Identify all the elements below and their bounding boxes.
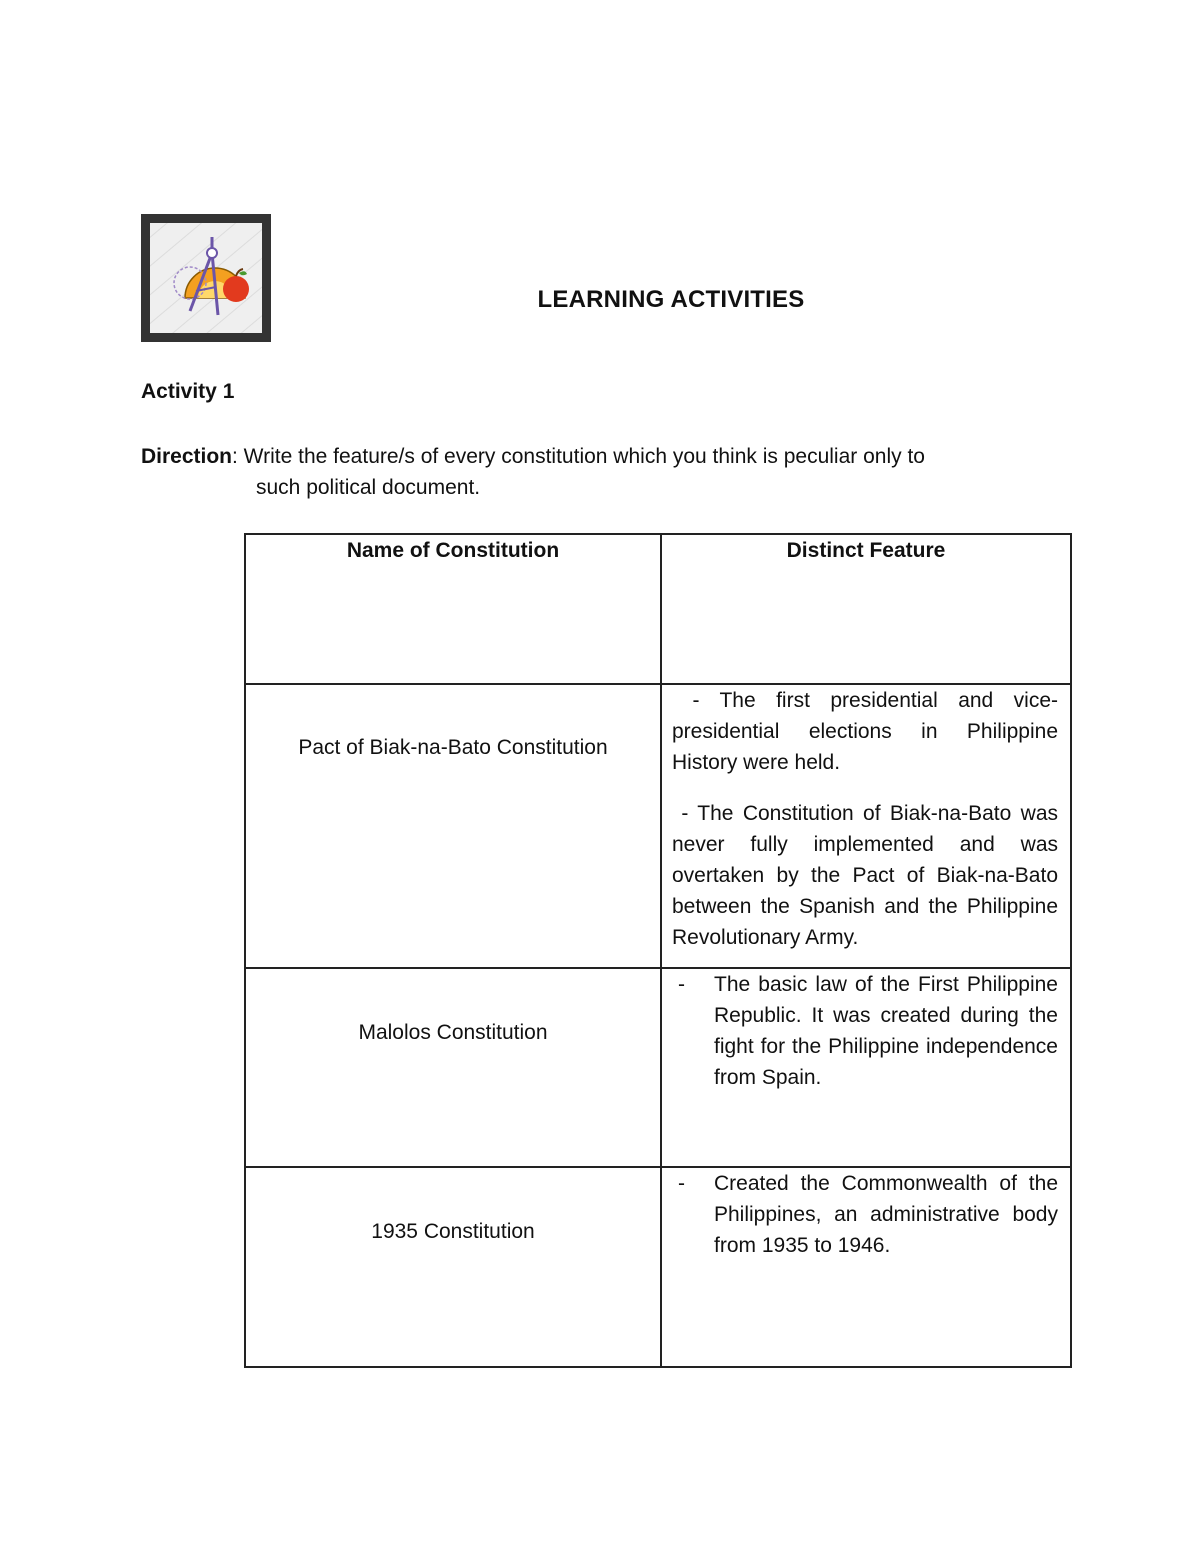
constitution-name: 1935 Constitution bbox=[371, 1220, 535, 1243]
constitution-table bbox=[244, 533, 1072, 1368]
feature-text: - The Constitution of Biak-na-Bato was never fully implemented and was overtaken by the Pact of Biak-na-Bato between the Spanish and the Philippine Revolutionary Army. bbox=[672, 802, 1064, 949]
table-row bbox=[245, 684, 1071, 968]
column-header-feature: Distinct Feature bbox=[661, 534, 1071, 684]
direction-text bbox=[141, 441, 1057, 503]
column-header-name: Name of Constitution bbox=[245, 534, 661, 684]
activity-logo bbox=[141, 214, 271, 342]
feature-cell bbox=[661, 968, 1071, 1167]
list-bullet: - bbox=[678, 973, 685, 996]
constitution-name-cell bbox=[245, 684, 661, 968]
compass-protractor-apple-icon bbox=[150, 223, 262, 333]
page-title: LEARNING ACTIVITIES bbox=[537, 286, 805, 313]
list-bullet: - bbox=[678, 1172, 685, 1195]
constitution-name: Pact of Biak-na-Bato Constitution bbox=[298, 736, 608, 759]
feature-cell bbox=[661, 684, 1071, 968]
feature-list-item bbox=[672, 969, 1058, 1093]
table-header-row bbox=[245, 534, 1071, 684]
feature-text: The basic law of the First Philippine Republic. It was created during the fight for the Philippine independence from Spain. bbox=[714, 973, 1058, 1089]
constitution-name-cell bbox=[245, 968, 661, 1167]
direction-line-1: : Write the feature/s of every constitution which you think is peculiar only to bbox=[232, 445, 925, 468]
feature-text: Created the Commonwealth of the Philippines, an administrative body from 1935 to 1946. bbox=[714, 1172, 1058, 1257]
feature-text: - The first presidential and vice-presidential elections in Philippine History were held. bbox=[672, 689, 1064, 774]
direction-line-2: such political document. bbox=[256, 476, 481, 499]
activity-heading: Activity 1 bbox=[141, 380, 235, 403]
feature-cell bbox=[661, 1167, 1071, 1367]
feature-list-item bbox=[672, 1168, 1058, 1261]
constitution-name: Malolos Constitution bbox=[358, 1021, 548, 1044]
direction-label: Direction bbox=[141, 445, 233, 468]
table-row bbox=[245, 1167, 1071, 1367]
constitution-name-cell bbox=[245, 1167, 661, 1367]
table-row bbox=[245, 968, 1071, 1167]
